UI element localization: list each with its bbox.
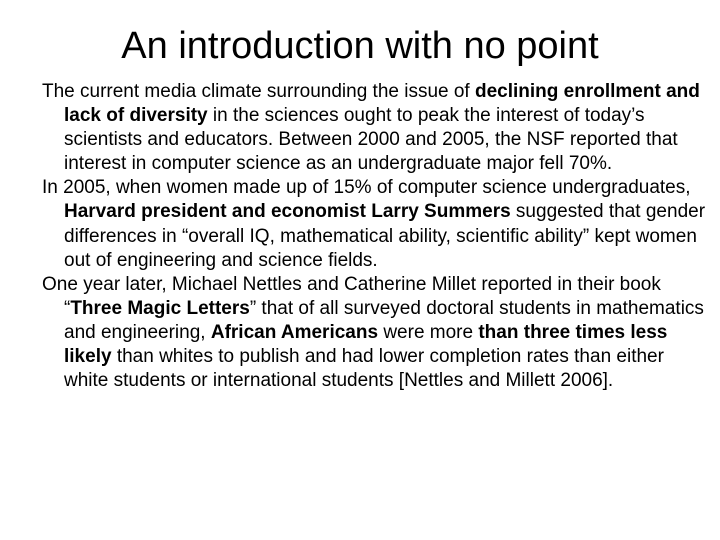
bold-text-run: Three Magic Letters	[70, 297, 250, 319]
paragraph-summers	[42, 176, 710, 272]
paragraph-nettles-millet	[42, 273, 710, 393]
slide-body	[42, 80, 710, 393]
text-run: ” that of all surveyed doctoral students in mathematics and engineering,	[64, 297, 704, 343]
bold-text-run: Harvard president and economist Larry Summers	[64, 201, 511, 223]
text-run: The current media climate surrounding the issue of	[42, 81, 475, 102]
paragraph-enrollment	[42, 80, 710, 176]
text-run: In 2005, when women made up of 15% of computer science undergraduates,	[42, 177, 691, 199]
text-run: suggested that gender differences in “overall IQ, mathematical ability, scientific ability” kept women out of engineering and science fields.	[64, 201, 706, 271]
text-run: were more	[378, 321, 479, 343]
text-run: than whites to publish and had lower completion rates than either white students or international students [Nettles and Millett 2006].	[64, 346, 664, 392]
bold-text-run: declining enrollment and lack of diversity	[64, 81, 700, 127]
slide-title: An introduction with no point	[121, 25, 599, 67]
text-run: in the sciences ought to peak the interest of today’s scientists and educators. Between 2000 and 2005, the NSF reported that interest in computer science as an undergraduate major fell 70%.	[64, 105, 678, 175]
text-run: One year later, Michael Nettles and Catherine Millet reported in their book “	[42, 273, 661, 319]
bold-text-run: African Americans	[210, 321, 379, 343]
bold-text-run: than three times less likely	[64, 321, 668, 368]
